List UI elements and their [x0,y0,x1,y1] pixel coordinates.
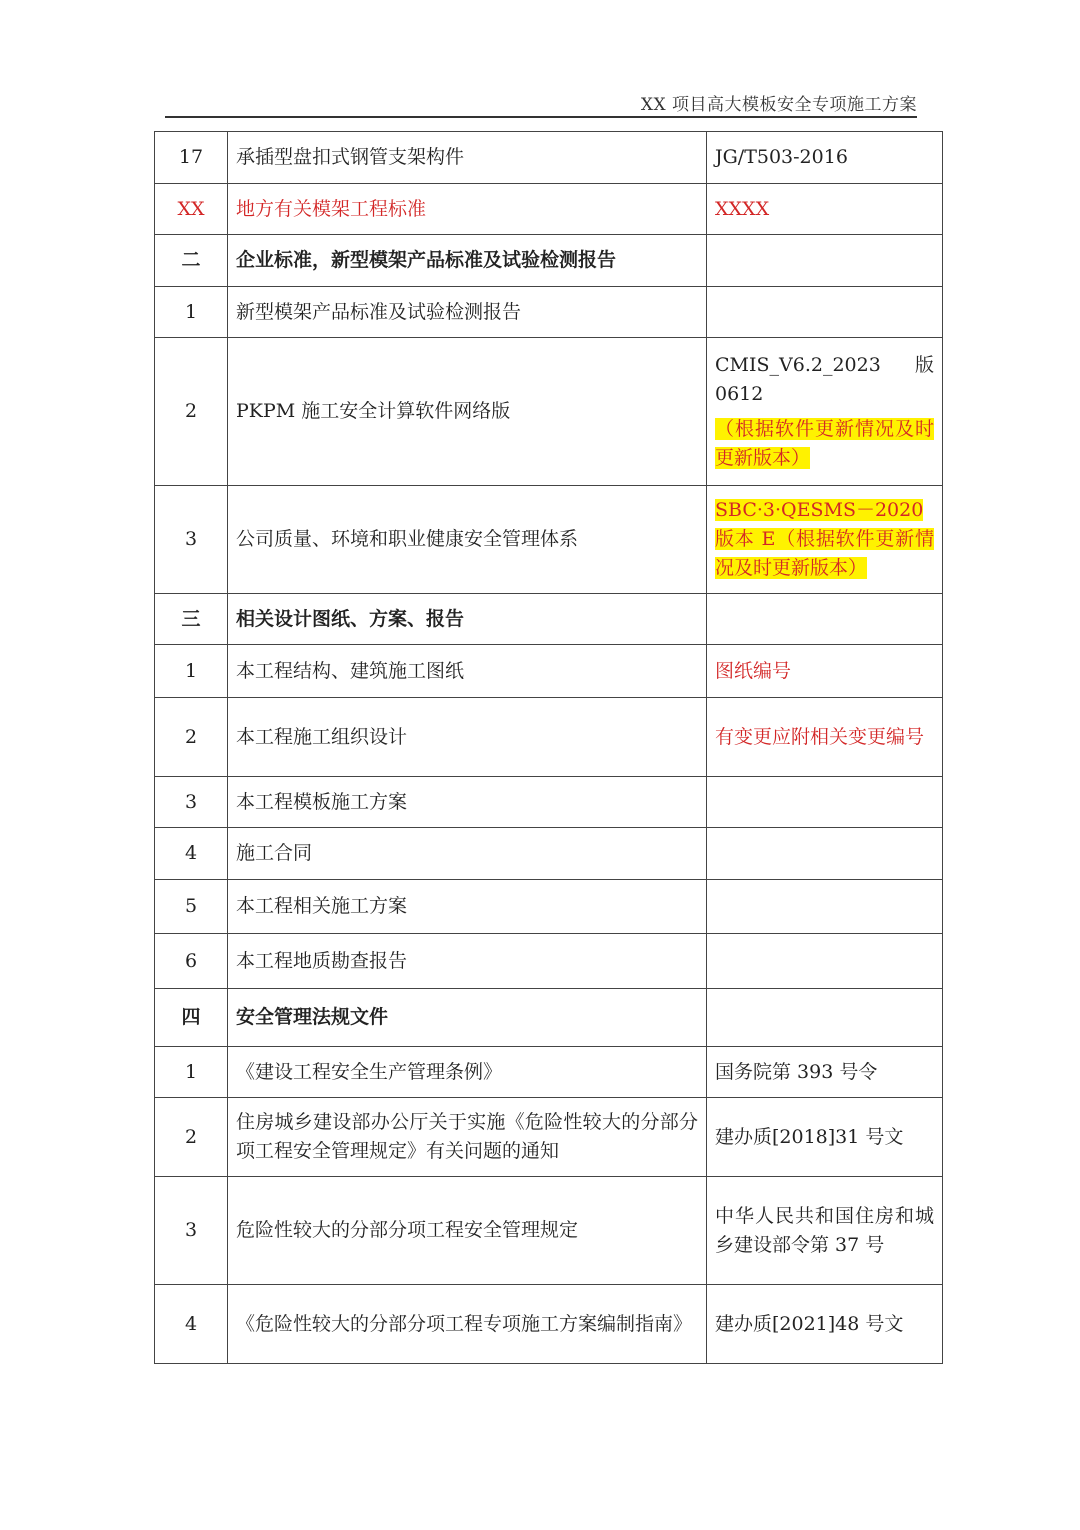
section-number: 三 [155,594,228,645]
row-number: 2 [155,338,228,486]
system-version-highlight: SBC·3·QESMS－2020 版本 E（根据软件更新情况及时更新版本） [715,499,934,579]
row-number: 4 [155,828,228,880]
row-number: 1 [155,1047,228,1098]
row-reference [707,235,943,287]
row-name: 施工合同 [228,828,707,880]
row-number: 6 [155,934,228,989]
row-reference [707,287,943,338]
section-title: 企业标准，新型模架产品标准及试验检测报告 [228,235,707,287]
software-version: CMIS_V6.2_2023 版 0612 [715,353,934,405]
table-row [155,1177,943,1285]
row-name: 本工程施工组织设计 [228,698,707,777]
table-row [155,1047,943,1098]
table-row [155,645,943,698]
table-row [155,184,943,235]
page-header [165,88,917,118]
table-row [155,777,943,828]
row-name: 《建设工程安全生产管理条例》 [228,1047,707,1098]
section-number: 二 [155,235,228,287]
row-reference [707,828,943,880]
table-row [155,1285,943,1364]
row-name: 本工程地质勘查报告 [228,934,707,989]
row-name: 《危险性较大的分部分项工程专项施工方案编制指南》 [228,1285,707,1364]
row-name: 本工程结构、建筑施工图纸 [228,645,707,698]
row-number: 17 [155,132,228,184]
update-note-highlight: （根据软件更新情况及时更新版本） [715,417,934,469]
row-reference [707,880,943,934]
row-number: 5 [155,880,228,934]
row-number: 3 [155,486,228,594]
section-row [155,594,943,645]
row-reference: 有变更应附相关变更编号 [707,698,943,777]
row-name: 公司质量、环境和职业健康安全管理体系 [228,486,707,594]
row-reference [707,338,943,486]
table-row [155,828,943,880]
row-name: 地方有关模架工程标准 [228,184,707,235]
row-number: 1 [155,287,228,338]
section-row [155,989,943,1047]
row-number: 3 [155,1177,228,1285]
table-row [155,880,943,934]
row-reference: XXXX [707,184,943,235]
row-reference [707,486,943,594]
table-row [155,338,943,486]
row-name: 危险性较大的分部分项工程安全管理规定 [228,1177,707,1285]
table-row [155,287,943,338]
row-name: 承插型盘扣式钢管支架构件 [228,132,707,184]
section-number: 四 [155,989,228,1047]
row-reference: 中华人民共和国住房和城乡建设部令第 37 号 [707,1177,943,1285]
row-reference [707,777,943,828]
row-name: 住房城乡建设部办公厅关于实施《危险性较大的分部分项工程安全管理规定》有关问题的通知 [228,1098,707,1177]
standards-table [154,131,943,1364]
row-reference [707,989,943,1047]
row-reference: 国务院第 393 号令 [707,1047,943,1098]
table-row [155,698,943,777]
row-reference: JG/T503-2016 [707,132,943,184]
row-reference [707,934,943,989]
table-row [155,486,943,594]
section-title: 相关设计图纸、方案、报告 [228,594,707,645]
row-number: 2 [155,1098,228,1177]
row-number: 4 [155,1285,228,1364]
table-row [155,1098,943,1177]
row-number: 3 [155,777,228,828]
section-title: 安全管理法规文件 [228,989,707,1047]
document-title: XX 项目高大模板安全专项施工方案 [640,95,917,115]
row-reference [707,594,943,645]
row-number: 2 [155,698,228,777]
row-name: 本工程模板施工方案 [228,777,707,828]
table-row [155,132,943,184]
row-reference: 建办质[2021]48 号文 [707,1285,943,1364]
row-name: PKPM 施工安全计算软件网络版 [228,338,707,486]
row-name: 新型模架产品标准及试验检测报告 [228,287,707,338]
section-row [155,235,943,287]
row-number: XX [155,184,228,235]
row-name: 本工程相关施工方案 [228,880,707,934]
table-row [155,934,943,989]
row-number: 1 [155,645,228,698]
row-reference: 建办质[2018]31 号文 [707,1098,943,1177]
row-reference: 图纸编号 [707,645,943,698]
